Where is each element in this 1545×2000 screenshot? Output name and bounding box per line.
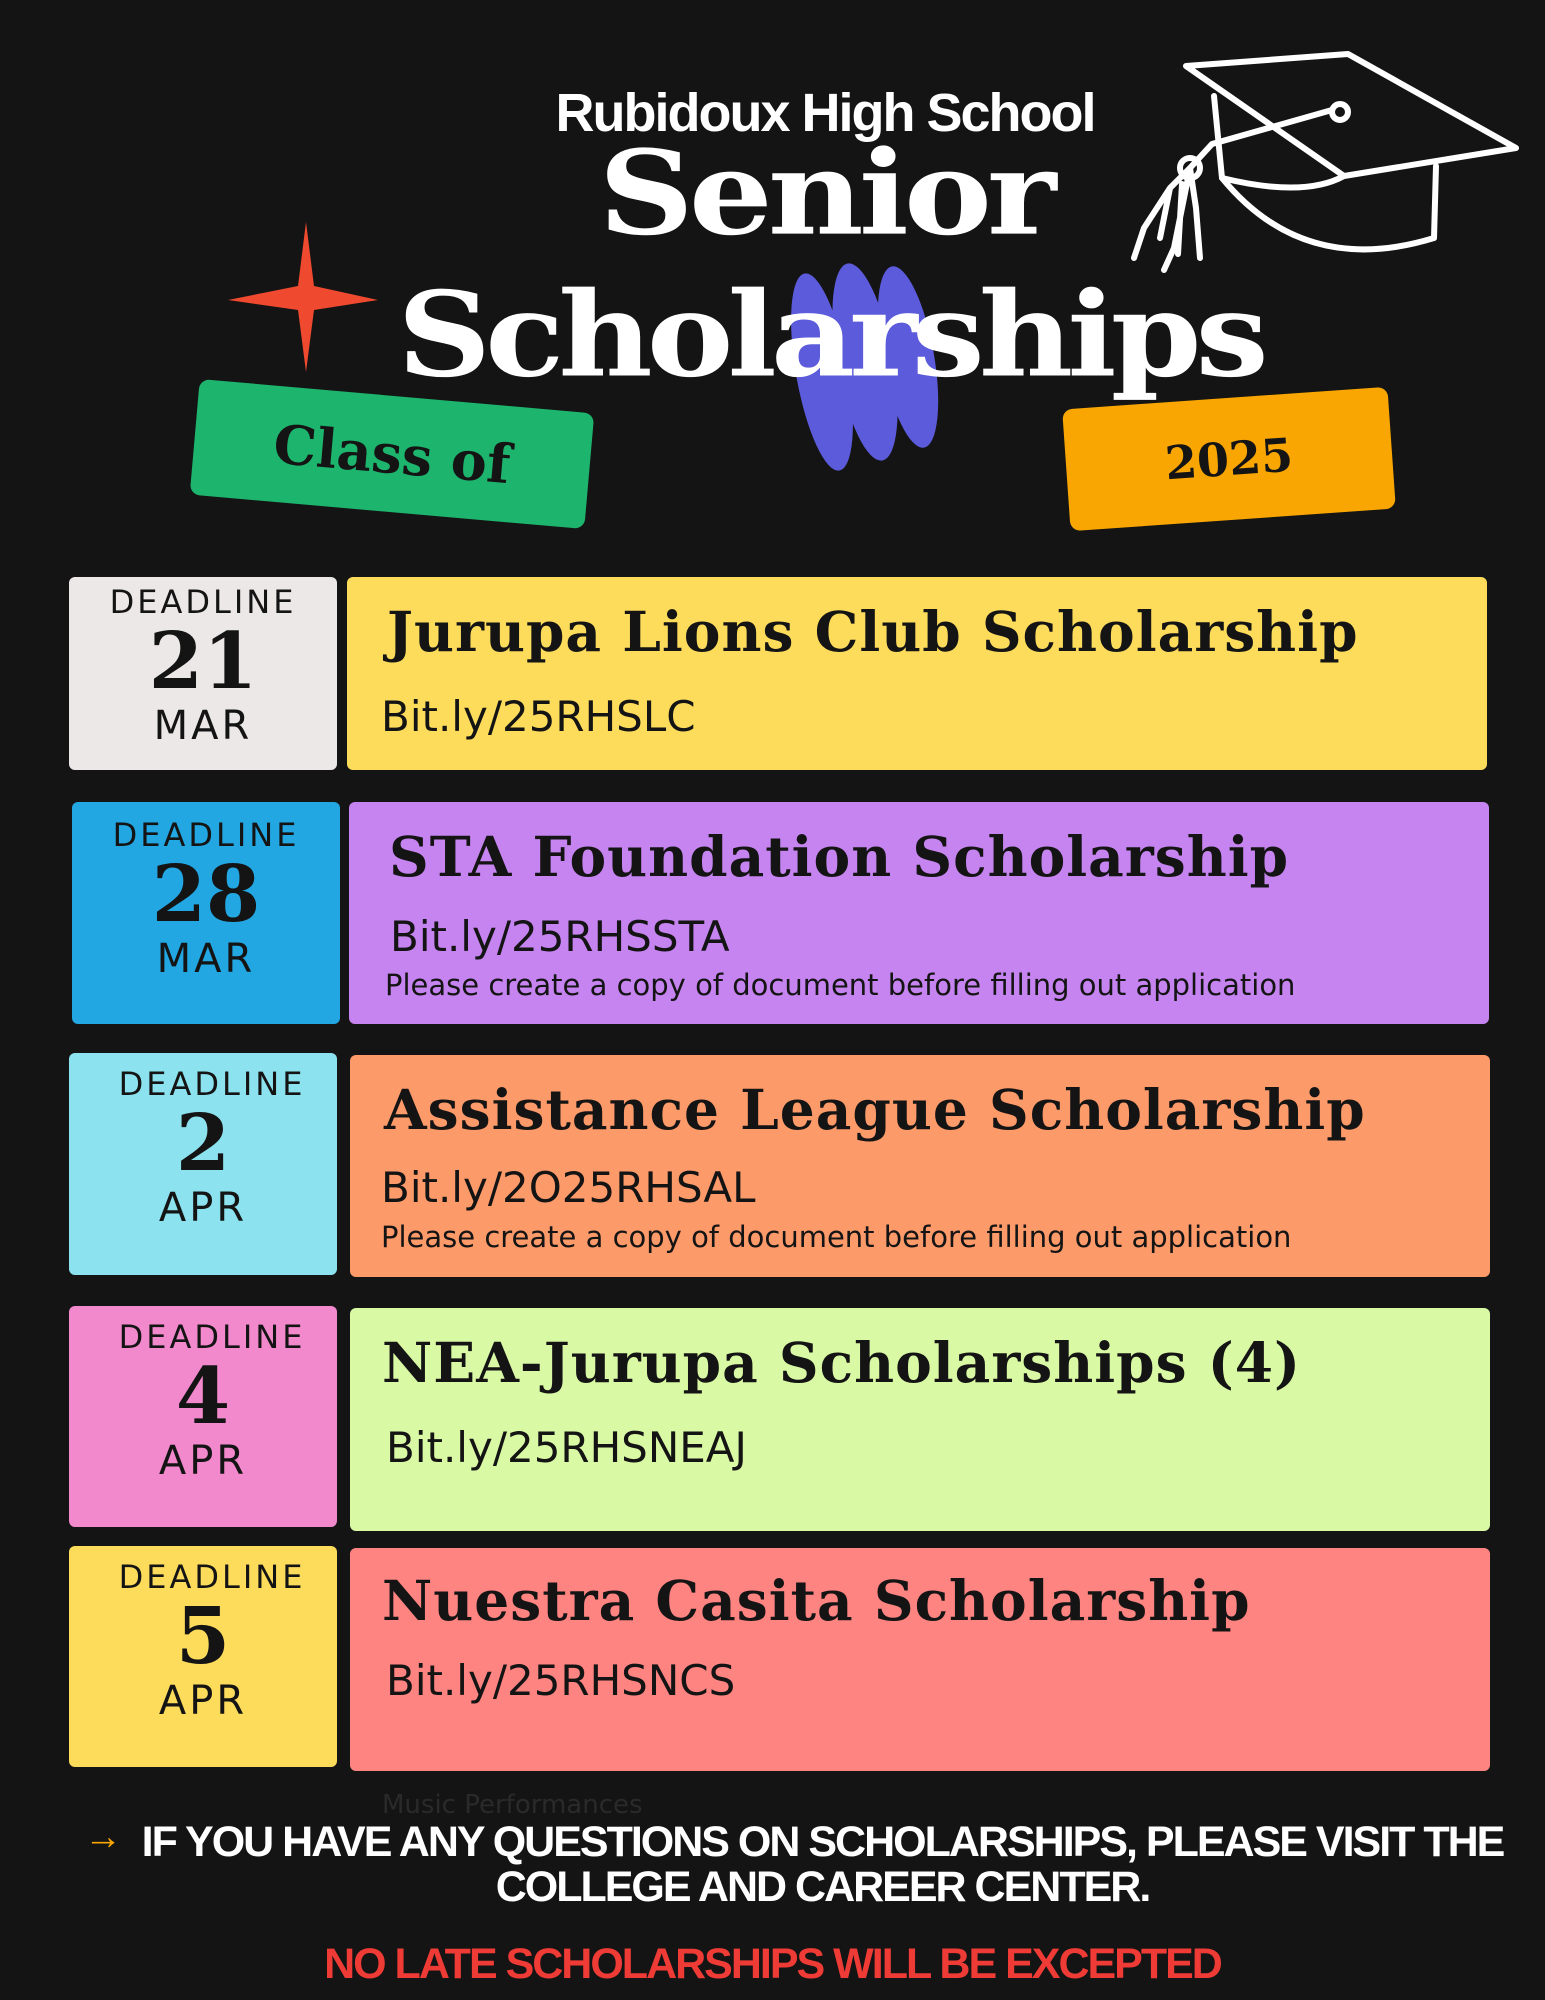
scholarship-note: Please create a copy of document before filling out application [381, 1220, 1292, 1254]
deadline-month: APR [158, 1438, 248, 1484]
deadline-day: 5 [175, 1591, 231, 1682]
scholarship-link[interactable]: Bit.ly/25RHSLC [381, 692, 696, 741]
scholarship-name: Jurupa Lions Club Scholarship [387, 599, 1359, 664]
scholarship-card [349, 802, 1489, 1024]
deadline-month: MAR [156, 936, 256, 982]
year-tag: 2025 [1062, 387, 1396, 531]
scholarship-card [350, 1308, 1490, 1531]
deadline-day: 21 [148, 616, 258, 707]
deadline-label: DEADLINE [118, 1558, 306, 1596]
deadline-label: DEADLINE [118, 1318, 306, 1356]
deadline-box [69, 577, 337, 770]
deadline-day: 4 [175, 1351, 231, 1442]
scholarship-link[interactable]: Bit.ly/25RHSNEAJ [386, 1423, 747, 1472]
deadline-label: DEADLINE [109, 583, 297, 621]
arrow-right-icon: → [84, 1816, 122, 1858]
deadline-label: DEADLINE [112, 816, 300, 854]
class-of-tag: Class of [190, 379, 595, 529]
scholarship-link[interactable]: Bit.ly/2O25RHSAL [381, 1163, 756, 1212]
deadline-day: 2 [175, 1098, 231, 1189]
title-senior: Senior [598, 125, 1052, 262]
deadline-box [69, 1546, 337, 1767]
late-notice: NO LATE SCHOLARSHIPS WILL BE EXCEPTED [324, 1940, 1221, 1988]
scholarship-name: STA Foundation Scholarship [389, 824, 1290, 889]
deadline-month: APR [158, 1185, 248, 1231]
scholarship-name: Nuestra Casita Scholarship [382, 1568, 1251, 1633]
deadline-box [69, 1053, 337, 1275]
scholarship-card [350, 1548, 1490, 1771]
scholarship-link[interactable]: Bit.ly/25RHSSTA [390, 912, 730, 961]
questions-notice [60, 1820, 1545, 1910]
questions-line-2: COLLEGE AND CAREER CENTER. [495, 1863, 1150, 1911]
scholarship-name: NEA-Jurupa Scholarships (4) [382, 1330, 1302, 1395]
school-name: Rubidoux High School [555, 83, 1095, 143]
deadline-label: DEADLINE [118, 1065, 306, 1103]
ghost-text: Music Performances [382, 1790, 643, 1820]
questions-line-1: IF YOU HAVE ANY QUESTIONS ON SCHOLARSHIPS, PLEASE VISIT THE [141, 1818, 1504, 1866]
deadline-box [69, 1306, 337, 1527]
deadline-box [72, 802, 340, 1024]
scholarship-note: Please create a copy of document before filling out application [385, 968, 1296, 1002]
deadline-month: APR [158, 1678, 248, 1724]
scholarship-card [350, 1055, 1490, 1277]
deadline-day: 28 [151, 849, 261, 940]
scholarship-link[interactable]: Bit.ly/25RHSNCS [386, 1656, 736, 1705]
deadline-month: MAR [153, 703, 253, 749]
scholarship-name: Assistance League Scholarship [384, 1077, 1366, 1142]
scholarship-card [347, 577, 1487, 770]
title-scholarships: Scholarships [397, 265, 1263, 404]
